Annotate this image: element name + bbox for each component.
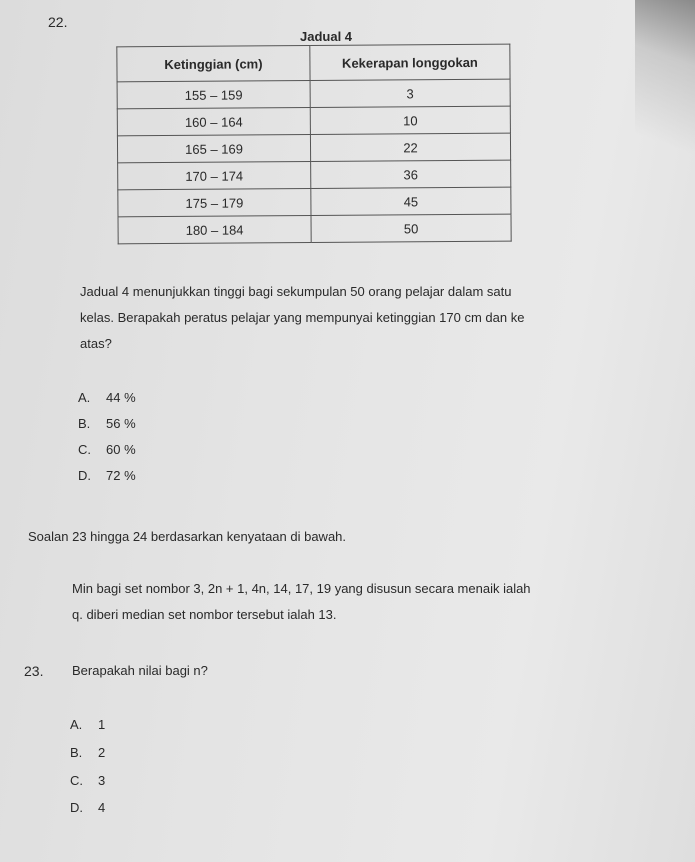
frequency-cell: 36 <box>311 160 511 188</box>
height-cell: 165 – 169 <box>117 135 310 163</box>
option-text: 3 <box>98 773 106 788</box>
question-22-line: Jadual 4 menunjukkan tinggi bagi sekumpulan 50 orang pelajar dalam satu <box>80 284 512 299</box>
height-cell: 175 – 179 <box>118 189 311 217</box>
statement-line: q. diberi median set nombor tersebut ialah 13. <box>72 607 337 622</box>
q23-option-a[interactable] <box>70 717 105 732</box>
option-text: 2 <box>98 745 106 760</box>
option-label: A. <box>70 717 83 732</box>
table-row <box>117 106 510 136</box>
option-label: B. <box>70 745 83 760</box>
height-cell: 160 – 164 <box>117 108 310 136</box>
table-row <box>118 160 511 190</box>
table-title: Jadual 4 <box>300 29 353 44</box>
q22-option-a[interactable] <box>78 390 136 405</box>
question-23-text: Berapakah nilai bagi n? <box>72 663 208 678</box>
table-row <box>117 79 510 109</box>
frequency-cell: 3 <box>310 79 510 107</box>
question-22-number: 22. <box>48 14 68 30</box>
option-text: 1 <box>98 717 106 732</box>
option-label: D. <box>70 800 83 815</box>
frequency-cell: 22 <box>310 133 510 161</box>
option-label: C. <box>78 442 91 457</box>
option-text: 72 % <box>106 468 136 483</box>
option-label: A. <box>78 390 91 405</box>
question-22-line: kelas. Berapakah peratus pelajar yang mempunyai ketinggian 170 cm dan ke <box>80 310 525 325</box>
question-22-line: atas? <box>80 336 112 351</box>
height-cell: 180 – 184 <box>118 216 311 244</box>
option-label: C. <box>70 773 83 788</box>
q23-option-b[interactable] <box>70 745 105 760</box>
q23-option-d[interactable] <box>70 800 105 815</box>
option-text: 56 % <box>106 416 136 431</box>
height-cell: 155 – 159 <box>117 81 310 109</box>
statement-box <box>72 576 531 628</box>
question-23-number: 23. <box>24 663 44 679</box>
frequency-cell: 10 <box>310 106 510 134</box>
table-row <box>117 133 510 163</box>
header-height: Ketinggian (cm) <box>117 46 310 82</box>
option-label: D. <box>78 468 91 483</box>
question-22-text <box>80 279 524 357</box>
q22-option-b[interactable] <box>78 416 136 431</box>
q22-option-d[interactable] <box>78 468 136 483</box>
frequency-table <box>116 44 511 245</box>
header-cumulative-frequency: Kekerapan longgokan <box>310 44 510 80</box>
table-row <box>118 187 511 217</box>
q23-option-c[interactable] <box>70 773 105 788</box>
frequency-cell: 50 <box>311 214 511 242</box>
option-text: 4 <box>98 800 106 815</box>
q22-option-c[interactable] <box>78 442 136 457</box>
table-header-row <box>117 44 510 82</box>
option-label: B. <box>78 416 91 431</box>
statement-line: Min bagi set nombor 3, 2n + 1, 4n, 14, 17, 19 yang disusun secara menaik ialah <box>72 581 531 596</box>
height-cell: 170 – 174 <box>118 162 311 190</box>
option-text: 44 % <box>106 390 136 405</box>
shared-intro: Soalan 23 hingga 24 berdasarkan kenyataan di bawah. <box>28 529 347 544</box>
option-text: 60 % <box>106 442 136 457</box>
frequency-cell: 45 <box>311 187 511 215</box>
page-edge-shadow <box>635 0 695 200</box>
table-row <box>118 214 511 244</box>
